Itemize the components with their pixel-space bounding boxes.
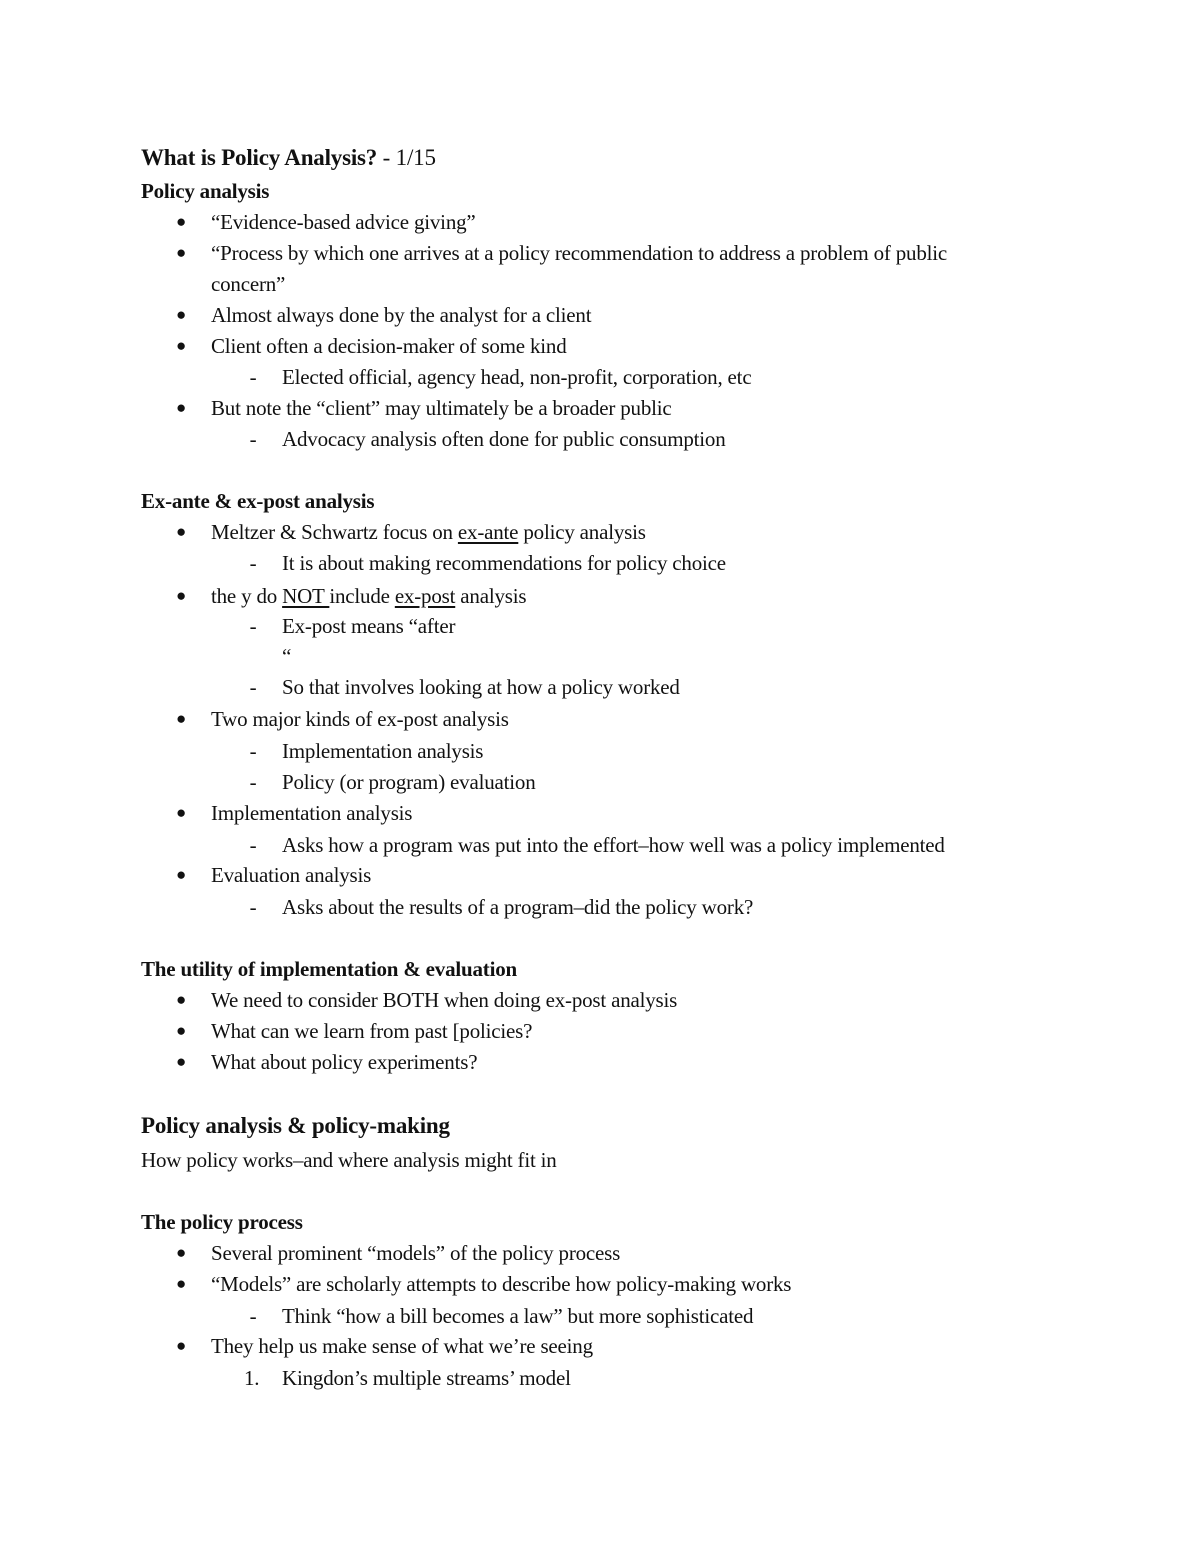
sub-list-item-text: Asks about the results of a program–did the policy work? (282, 895, 754, 919)
text-run: Meltzer & Schwartz focus on (211, 520, 458, 544)
sub-list-item-text: Ex-post means “after (282, 614, 456, 638)
list-item-text (211, 520, 646, 544)
underlined-term: NOT (282, 584, 330, 608)
list-item-text: Two major kinds of ex-post analysis (211, 707, 509, 731)
heading-text: Policy analysis (141, 179, 270, 203)
heading-text: The policy process (141, 1210, 303, 1234)
list-item-text: Evaluation analysis (211, 863, 372, 887)
bullet-icon: ● (175, 803, 187, 822)
list-item-text: “Evidence-based advice giving” (211, 210, 476, 234)
heading-text: Policy analysis & policy-making (141, 1113, 450, 1138)
sub-list-item-text: It is about making recommendations for policy choice (282, 551, 726, 575)
list-item-text: “Process by which one arrives at a policy recommendation to address a problem of public (211, 241, 948, 265)
sub-list-item-text: Asks how a program was put into the effort–how well was a policy implemented (282, 833, 945, 857)
bullet-icon: ● (175, 586, 187, 605)
list-item-text: What about policy experiments? (211, 1050, 478, 1074)
text-run: analysis (455, 584, 527, 608)
dash-marker: - (249, 614, 257, 638)
bullet-icon: ● (175, 336, 187, 355)
list-item-text: But note the “client” may ultimately be a broader public (211, 396, 672, 420)
bullet-icon: ● (175, 990, 187, 1009)
dash-marker: - (249, 675, 257, 699)
bullet-icon: ● (175, 709, 187, 728)
underlined-term: ex-ante (457, 520, 519, 544)
bullet-icon: ● (175, 522, 187, 541)
heading-text: The utility of implementation & evaluation (141, 957, 518, 981)
bullet-icon: ● (175, 305, 187, 324)
bullet-icon: ● (175, 243, 187, 262)
dash-marker: - (249, 770, 257, 794)
text-run: policy analysis (518, 520, 646, 544)
list-item-text: Several prominent “models” of the policy process (211, 1241, 621, 1265)
bullet-icon: ● (175, 1336, 187, 1355)
list-item-text: They help us make sense of what we’re seeing (211, 1334, 593, 1358)
text-run: include (329, 584, 395, 608)
sub-list-item-text: Elected official, agency head, non-profit, corporation, etc (282, 365, 752, 389)
subtitle-text: How policy works–and where analysis might fit in (141, 1148, 557, 1172)
sub-list-item-text: Implementation analysis (282, 739, 484, 763)
numbered-item-text: Kingdon’s multiple streams’ model (282, 1366, 571, 1390)
sub-list-item-text: Policy (or program) evaluation (282, 770, 536, 794)
bullet-icon: ● (175, 865, 187, 884)
title-date: - 1/15 (377, 145, 436, 170)
list-item-text: Almost always done by the analyst for a client (211, 303, 592, 327)
dash-marker: - (249, 739, 257, 763)
sub-list-item-text: “ (282, 644, 292, 668)
list-item-text: Implementation analysis (211, 801, 413, 825)
list-item-text: Client often a decision-maker of some kind (211, 334, 567, 358)
title-text: What is Policy Analysis? (141, 145, 378, 170)
dash-marker: - (249, 1304, 257, 1328)
number-marker: 1. (244, 1366, 260, 1390)
dash-marker: - (249, 427, 257, 451)
dash-marker: - (249, 833, 257, 857)
text-run: the y do (211, 584, 283, 608)
sub-list-item-text: So that involves looking at how a policy worked (282, 675, 680, 699)
bullet-icon: ● (175, 1243, 187, 1262)
list-item-text: “Models” are scholarly attempts to describe how policy-making works (211, 1272, 792, 1296)
list-item-text: We need to consider BOTH when doing ex-post analysis (211, 988, 678, 1012)
heading-text: Ex-ante & ex-post analysis (141, 489, 375, 513)
list-item-text (211, 584, 526, 608)
bullet-icon: ● (175, 212, 187, 231)
sub-list-item-text: Advocacy analysis often done for public consumption (282, 427, 726, 451)
bullet-icon: ● (175, 1052, 187, 1071)
list-item-text: What can we learn from past [policies? (211, 1019, 533, 1043)
bullet-icon: ● (175, 1274, 187, 1293)
bullet-icon: ● (175, 1021, 187, 1040)
underlined-term: ex-post (394, 584, 456, 608)
dash-marker: - (249, 551, 257, 575)
bullet-icon: ● (175, 398, 187, 417)
dash-marker: - (249, 895, 257, 919)
list-item-text: concern” (211, 272, 286, 296)
dash-marker: - (249, 365, 257, 389)
sub-list-item-text: Think “how a bill becomes a law” but more sophisticated (282, 1304, 754, 1328)
